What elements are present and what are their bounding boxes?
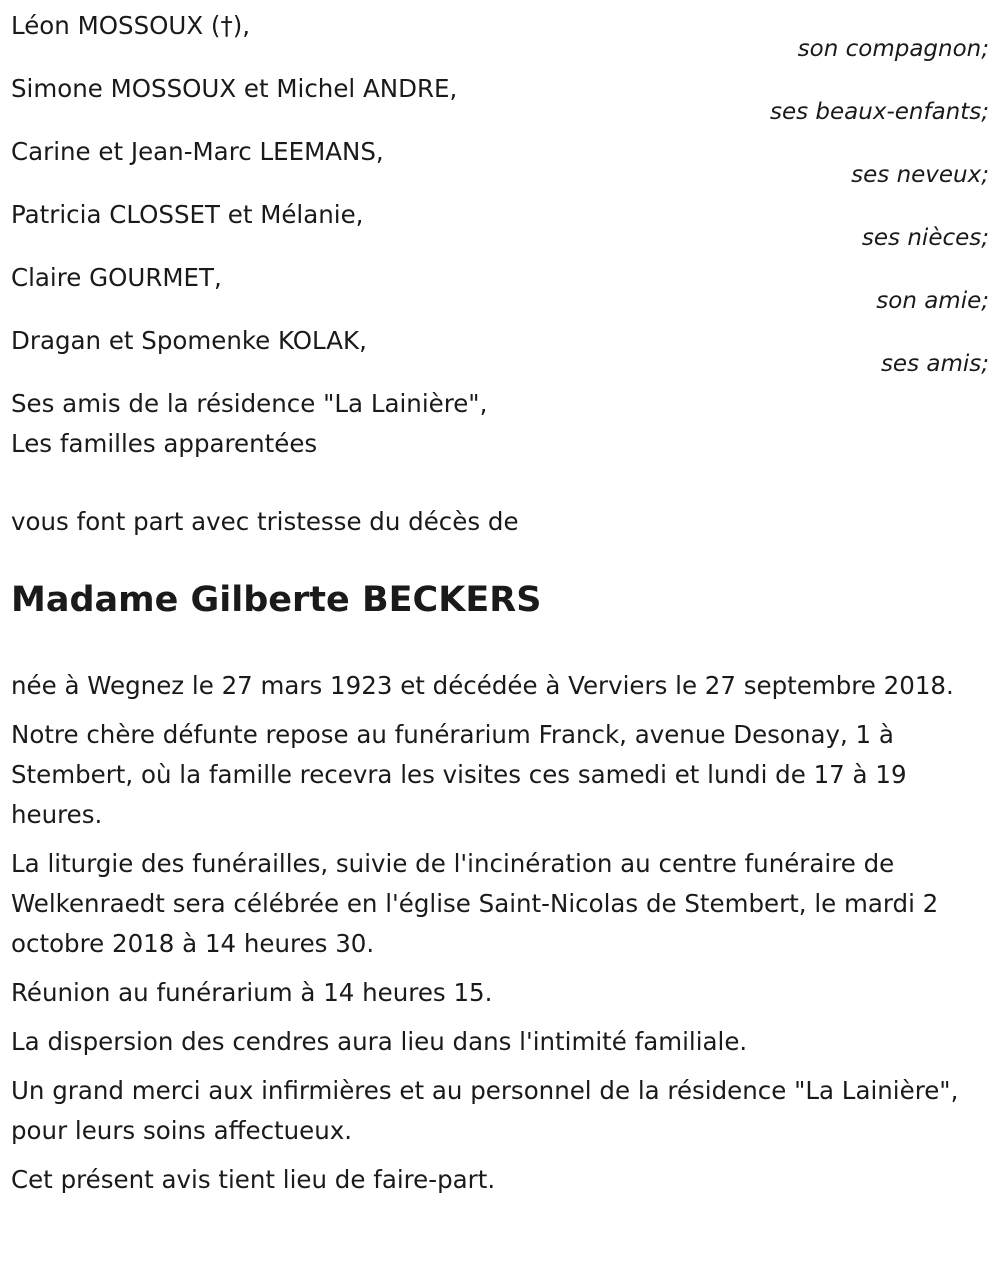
- family-entry: [11, 321, 989, 384]
- obituary-notice: [11, 6, 989, 1209]
- family-entry: [11, 6, 989, 69]
- ashes-paragraph: La dispersion des cendres aura lieu dans l'intimité familiale.: [11, 1027, 748, 1056]
- other-mourners: [11, 384, 989, 464]
- family-member-name: Simone MOSSOUX et Michel ANDRE,: [11, 74, 458, 103]
- family-list: [11, 6, 989, 384]
- family-relation: son compagnon;: [797, 36, 989, 62]
- announcement-intro: vous font part avec tristesse du décès de: [11, 507, 519, 536]
- family-member-name: Dragan et Spomenke KOLAK,: [11, 326, 367, 355]
- family-member-name: Carine et Jean-Marc LEEMANS,: [11, 137, 384, 166]
- deceased-name: Madame Gilberte BECKERS: [11, 580, 542, 620]
- family-relation: ses beaux-enfants;: [769, 99, 989, 125]
- birth-death-paragraph: née à Wegnez le 27 mars 1923 et décédée à Verviers le 27 septembre 2018.: [11, 671, 954, 700]
- family-entry: [11, 69, 989, 132]
- notice-body: [11, 666, 989, 1200]
- other-mourners-line: Les familles apparentées: [11, 429, 318, 458]
- family-member-name: Claire GOURMET,: [11, 263, 222, 292]
- family-relation: son amie;: [876, 288, 989, 314]
- funeral-paragraph: La liturgie des funérailles, suivie de l'incinération au centre funéraire de Welkenraedt sera célébrée en l'église Saint-Nicolas de Stembert, le mardi 2 octobre 2018 à 14 heures 30.: [11, 849, 939, 958]
- meeting-paragraph: Réunion au funérarium à 14 heures 15.: [11, 978, 493, 1007]
- family-entry: [11, 195, 989, 258]
- notice-paragraph: Cet présent avis tient lieu de faire-part.: [11, 1165, 496, 1194]
- family-entry: [11, 132, 989, 195]
- family-member-name: Patricia CLOSSET et Mélanie,: [11, 200, 364, 229]
- family-relation: ses amis;: [880, 351, 989, 377]
- visitation-paragraph: Notre chère défunte repose au funérarium Franck, avenue Desonay, 1 à Stembert, où la famille recevra les visites ces samedi et lundi de 17 à 19 heures.: [11, 720, 907, 829]
- thanks-paragraph: Un grand merci aux infirmières et au personnel de la résidence "La Lainière", pour leurs soins affectueux.: [11, 1076, 959, 1145]
- family-relation: ses neveux;: [851, 162, 989, 188]
- family-entry: [11, 258, 989, 321]
- other-mourners-line: Ses amis de la résidence "La Lainière",: [11, 389, 488, 418]
- family-member-name: Léon MOSSOUX (†),: [11, 11, 251, 40]
- family-relation: ses nièces;: [861, 225, 989, 251]
